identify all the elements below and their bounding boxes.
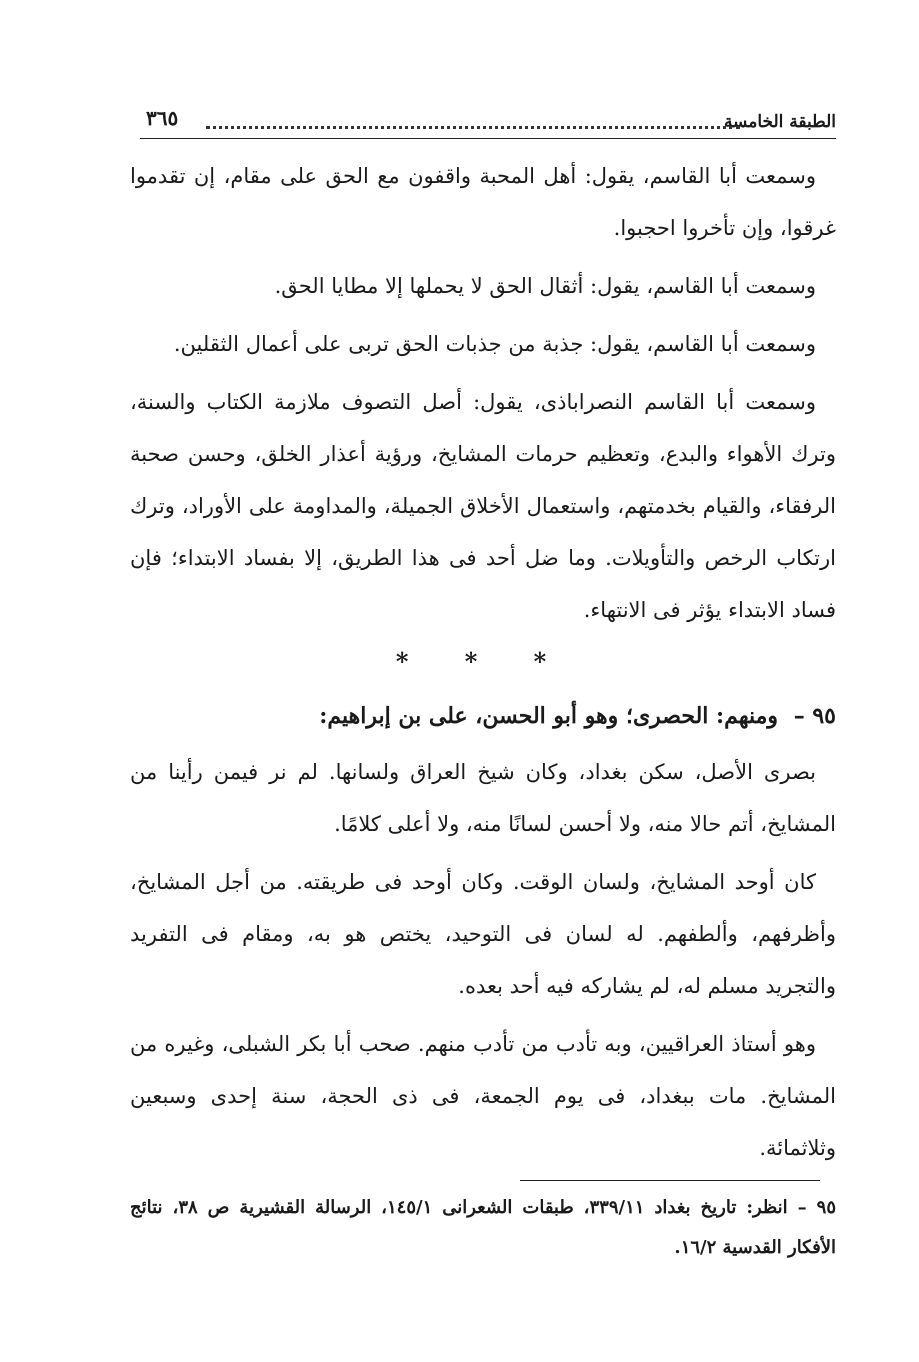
page-number: ٣٦٥ — [146, 106, 179, 130]
running-header-title: الطبقة الخامسة — [723, 112, 836, 132]
entry-paragraph: كان أوحد المشايخ، ولسان الوقت. وكان أوحد فى طريقته. من أجل المشايخ، وأظرفهم، وألطفهم. له لسان فى التوحيد، يختص هو به، ومقام فى التفريد والتجريد مسلم له، لم يشاركه فيه أحد بعده. — [130, 870, 836, 998]
entry-paragraph: وهو أستاذ العراقيين، وبه تأدب من تأدب منهم. صحب أبا بكر الشبلى، وغيره من المشايخ. مات ببغداد، فى يوم الجمعة، فى ذى الحجة، سنة إحدى وسبعين وثلاثمائة. — [130, 1032, 836, 1160]
paragraph: وسمعت أبا القاسم النصراباذى، يقول: أصل التصوف ملازمة الكتاب والسنة، وترك الأهواء والبدع، وتعظيم حرمات المشايخ، ورؤية أعذار الخلق، وحسن صحبة الرفقاء، والقيام بخدمتهم، واستعمال الأخلاق الجميلة، والمداومة على الأوراد، وترك ارتكاب الرخص والتأويلات. وما ضل أحد فى هذا الطريق، إلا بفساد الابتداء؛ فإن فساد الابتداء يؤثر فى الانتهاء. — [130, 390, 836, 622]
entry-heading — [130, 692, 836, 740]
section-separator: * * * — [395, 647, 571, 676]
running-header — [140, 104, 836, 139]
footnotes — [130, 1188, 836, 1268]
entry-heading-text: ومنهم: الحصرى؛ وهو أبو الحسن، على بن إبراهيم: — [319, 703, 779, 729]
page-body — [130, 150, 836, 1180]
entry-paragraph: بصرى الأصل، سكن بغداد، وكان شيخ العراق ولسانها. لم نر فيمن رأينا من المشايخ، أتم حالا منه، ولا أحسن لسانًا منه، ولا أعلى كلامًا. — [130, 760, 836, 836]
paragraph: وسمعت أبا القاسم، يقول: أثقال الحق لا يحملها إلا مطايا الحق. — [274, 274, 816, 298]
entry-number: ٩٥ – — [793, 703, 836, 729]
footnote-divider — [520, 1180, 820, 1181]
paragraph: وسمعت أبا القاسم، يقول: جذبة من جذبات الحق تربى على أعمال الثقلين. — [173, 332, 816, 356]
paragraph: وسمعت أبا القاسم، يقول: أهل المحبة واقفون مع الحق على مقام، إن تقدموا غرقوا، وإن تأخروا احجبوا. — [130, 164, 836, 240]
footnote: ٩٥ – انظر: تاريخ بغداد ٣٣٩/١١، طبقات الشعرانى ١٤٥/١، الرسالة القشيرية ص ٣٨، نتائج الأفكار القدسية ١٦/٢. — [130, 1197, 836, 1258]
dotted-leader — [206, 126, 740, 129]
